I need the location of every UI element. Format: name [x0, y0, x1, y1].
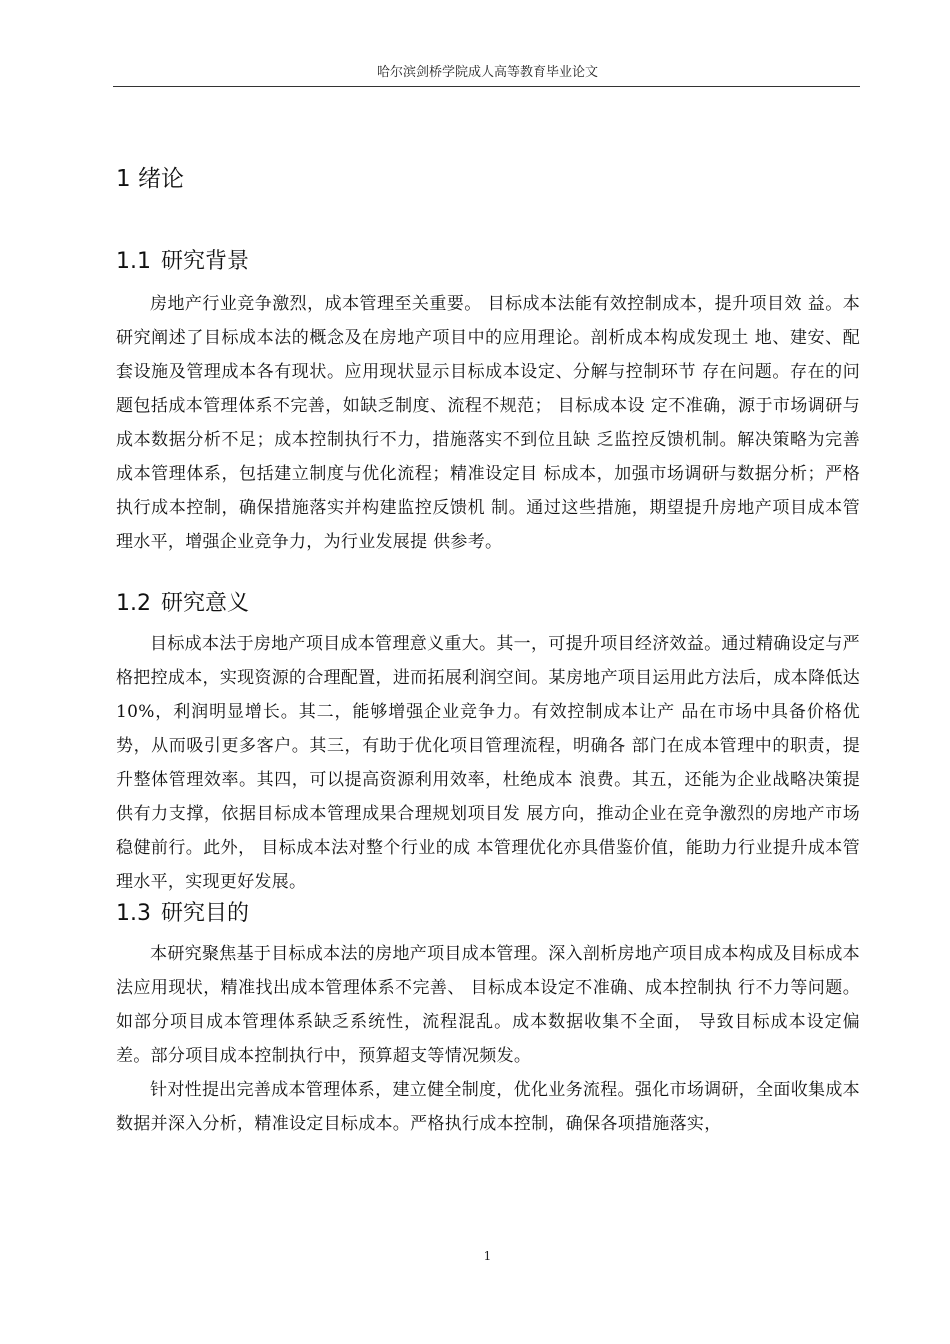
- section-heading-1-3: [116, 899, 249, 929]
- section-heading-1-2: [116, 589, 249, 619]
- header-divider: [113, 86, 860, 87]
- section-heading-1-1: [116, 247, 249, 277]
- section-number: 1.3: [116, 901, 151, 926]
- running-header: 哈尔滨剑桥学院成人高等教育毕业论文: [376, 65, 598, 80]
- section-title-text: 研究目的: [161, 901, 250, 926]
- section-number: 1.2: [116, 591, 151, 616]
- page-number: 1: [483, 1249, 492, 1263]
- paragraph-significance: 目标成本法于房地产项目成本管理意义重大。其一，可提升项目经济效益。通过精确设定与严格把控成本，实现资源的合理配置，进而拓展利润空间。某房地产项目运用此方法后，成本降低达 10%，利润明显增长。其二，能够增强企业竞争力。有效控制成本让产 品在市场中具备价格优势，从而吸引更多客户。其三，有助于优化项目管理流程，明确各 部门在成本管理中的职责，提升整体管理效率。其四，可以提高资源利用效率，杜绝成本 浪费。其五，还能为企业战略决策提供有力支撑，依据目标成本管理成果合理规划项目发 展方向，推动企业在竞争激烈的房地产市场稳健前行。此外， 目标成本法对整个行业的成 本管理优化亦具借鉴价值，能助力行业提升成本管理水平，实现更好发展。: [116, 634, 860, 892]
- paragraph-purpose-2: 针对性提出完善成本管理体系，建立健全制度，优化业务流程。强化市场调研，全面收集成本数据并深入分析，精准设定目标成本。严格执行成本控制，确保各项措施落实，: [116, 1080, 860, 1134]
- section-title-text: 研究背景: [161, 249, 250, 274]
- paragraph-purpose-1: 本研究聚焦基于目标成本法的房地产项目成本管理。深入剖析房地产项目成本构成及目标成本法应用现状，精准找出成本管理体系不完善、 目标成本设定不准确、成本控制执 行不力等问题。如部分项目成本管理体系缺乏系统性，流程混乱。成本数据收集不全面， 导致目标成本设定偏差。部分项目成本控制执行中，预算超支等情况频发。: [116, 944, 860, 1066]
- section-number: 1.1: [116, 249, 151, 274]
- paragraph-background: 房地产行业竞争激烈，成本管理至关重要。 目标成本法能有效控制成本，提升项目效 益。本研究阐述了目标成本法的概念及在房地产项目中的应用理论。剖析成本构成发现土 地、建安、配套设施及管理成本各有现状。应用现状显示目标成本设定、分解与控制环节 存在问题。存在的问题包括成本管理体系不完善，如缺乏制度、流程不规范； 目标成本设 定不准确，源于市场调研与成本数据分析不足；成本控制执行不力，措施落实不到位且缺 乏监控反馈机制。解决策略为完善成本管理体系，包括建立制度与优化流程；精准设定目 标成本，加强市场调研与数据分析；严格执行成本控制，确保措施落实并构建监控反馈机 制。通过这些措施，期望提升房地产项目成本管理水平，增强企业竞争力，为行业发展提 供参考。: [116, 294, 860, 552]
- section-title-text: 研究意义: [161, 591, 250, 616]
- chapter-title: 1 绪论: [116, 166, 184, 192]
